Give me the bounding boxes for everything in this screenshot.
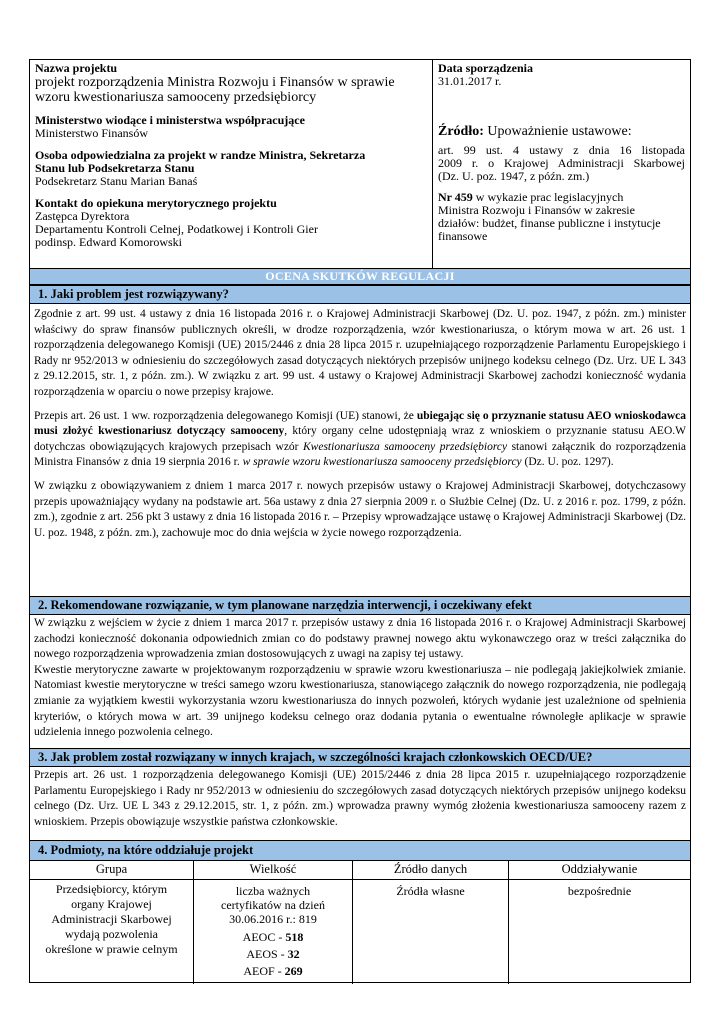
date-label: Data sporządzenia [438,61,533,75]
source-line3: (Dz. U. poz. 1947, z późn. zm.) [438,169,590,183]
cell-size: liczba ważnych certyfikatów na dzień 30.06.2016 r.: 819 AEOC - 518 AEOS - 32 AEOF - 269 [221,884,325,978]
impact-table [30,860,690,984]
contact-line3: podinsp. Edward Komorowski [35,235,182,249]
nr-label: Nr 459 [438,190,473,204]
contact-line2: Departamentu Kontroli Celnej, Podatkowej i Kontroli Gier [35,222,318,236]
section1-body [34,307,686,549]
section1-p1: Zgodnie z art. 99 ust. 4 ustawy z dnia 16 listopada 2016 r. o Krajowej Administracji Skarbowej (Dz. U. poz. 1947, z późn. zm.) minister właściwy do spraw finansów publicznych określi, w drodze rozporządzenia, wzór kwestionariusza, o którym mowa w art. 26 ust. 1 rozporządzenia delegowanego Komisji (UE) 2015/2446 z dnia 28 lipca 2015 r. uzupełniającego rozporządzenie Parlamentu Europejskiego i Rady nr 952/2013 w odniesieniu do szczegółowych zasad dotyczących niektórych przepisów unijnego kodeksu celnego (Dz. Urz. UE L 343 z 29.12.2015, str. 1, z późn. zm.). W związku z art. 99 ust. 4 ustawy o Krajowej Administracji Skarbowej zachodzi konieczność wydania rozporządzenia w oparciu o nowe przepisy krajowe. [34,308,686,398]
nr-line1: w wykazie prac legislacyjnych [472,190,624,204]
nr-line2: Ministra Rozwoju i Finansów w zakresie [438,203,635,217]
source-value: Upoważnienie ustawowe: [483,124,632,139]
responsible-label-line1: Osoba odpowiedzialna za projekt w randze Ministra, Sekretarza [35,148,366,162]
section2-p2: Kwestie merytoryczne zawarte w projektowanym rozporządzeniu w sprawie wzoru kwestionariusza – nie podlegają jakiejkolwiek zmianie. Natomiast kwestie merytoryczne w treści samego wzoru kwestionariusza, stanowiącego załącznik do nowego rozporządzenia, nie podlegają zmianie za wyjątkiem kwestii wykorzystania wzoru kwestionariusza do innych pozwoleń, których wydanie jest uzależnione od spełnienia kryteriów, o których mowa w art. 39 unijnego kodeksu celnego oraz dodania pytania o ewentualne równoległe aplikacje w sprawie udzielenia innego pozwolenia celnego. [34,663,686,739]
source-line1: art. 99 ust. 4 ustawy z dnia 16 listopada [438,143,685,157]
source-line2: 2009 r. o Krajowej Administracji Skarbowej [438,156,685,170]
divider [352,860,353,984]
responsible-value: Podsekretarz Stanu Marian Banaś [35,174,198,188]
cell-impact: bezpośrednie [567,884,632,898]
contact-label: Kontakt do opiekuna merytorycznego projektu [35,196,277,210]
ministry-value: Ministerstwo Finansów [35,126,149,140]
cell-source: Źródła własne [396,884,465,898]
banner-ocena: OCENA SKUTKÓW REGULACJI [30,268,690,285]
nr-line3: działów: budżet, finanse publiczne i instytucje [438,216,661,230]
project-name-line2: wzoru kwestionariusza samooceny przedsiębiorcy [35,90,317,105]
section3-p1: Przepis art. 26 ust. 1 rozporządzenia delegowanego Komisji (UE) 2015/2446 z dnia 28 lipca 2015 r. uzupełniającego rozporządzenie Parlamentu Europejskiego i Rady nr 952/2013 w odniesieniu do szczegółowych zasad dotyczących niektórych przepisów unijnego kodeksu celnego (Dz. Urz. UE L 343 z 29.12.2015, str. 1, z późn. zm.) wprowadza prawny wymóg złożenia kwestionariusza samooceny razem z wnioskiem. Przepis obowiązuje wszystkie państwa członkowskie. [34,769,686,828]
contact-line1: Zastępca Dyrektora [35,209,130,223]
section2-body [34,616,686,741]
section3-title: 3. Jak problem został rozwiązany w innych krajach, w szczególności krajach członkowskich OECD/UE? [30,748,690,767]
section4-title: 4. Podmioty, na które oddziałuje projekt [30,840,690,861]
col-group: Grupa [30,860,193,880]
col-source: Źródło danych [353,860,508,880]
osr-form [29,59,691,983]
divider [508,860,509,984]
date-value: 31.01.2017 r. [438,74,502,88]
cell-group: Przedsiębiorcy, którym organy Krajowej Administracji Skarbowej wydają pozwolenia określone w prawie celnym [45,882,178,956]
section1-p2: Przepis art. 26 ust. 1 ww. rozporządzenia delegowanego Komisji (UE) stanowi, że ubiegając się o przyznanie statusu AEO wnioskodawca musi złożyć kwestionariusz dotyczący samooceny, który organy celne udostępniają wraz z wnioskiem o przyznanie statusu AEO.W dotychczas obowiązujących krajowych przepisach wzór Kwestionariusza samooceny przedsiębiorcy stanowi załącznik do rozporządzenia Ministra Finansów z dnia 19 sierpnia 2016 r. w sprawie wzoru kwestionariusza samooceny przedsiębiorcy (Dz. U. poz. 1297). [34,409,686,469]
project-name-label: Nazwa projektu [35,61,118,75]
ministry-label: Ministerstwo wiodące i ministerstwa współpracujące [35,113,305,127]
section1-p3: W związku z obowiązywaniem z dniem 1 marca 2017 r. nowych przepisów ustawy o Krajowej Administracji Skarbowej, dotychczasowy przepis upoważniający wydany na podstawie art. 56a ustawy z dnia 27 sierpnia 2009 r. o Służbie Celnej (Dz. U. z 2016 r. poz. 1799, z późn. zm.), zgodnie z art. 256 pkt 3 ustawy z dnia 16 listopada 2016 r. – Przepisy wprowadzające ustawę o Krajowej Administracji Skarbowej (Dz. U. poz. 1948, z późn. zm.), zachowuje moc do dnia wejścia w życie nowego rozporządzenia. [34,479,686,539]
responsible-label-line2: Stanu lub Podsekretarza Stanu [35,161,195,175]
header-left [30,60,433,268]
section3-body [34,768,686,830]
nr-line4: finansowe [438,229,488,243]
header-right [433,60,690,268]
project-name-line1: projekt rozporządzenia Ministra Rozwoju i Finansów w sprawie [35,75,395,90]
col-size: Wielkość [194,860,352,880]
section2-p1: W związku z wejściem w życie z dniem 1 marca 2017 r. przepisów ustawy z dnia 16 listopada 2016 r. o Krajowej Administracji Skarbowej zachodzi konieczność dokonania odpowiednich zmian co do podstawy prawnej nowego aktu wykonawczego oraz w treści załącznika do nowego rozporządzenia wprowadzenia zmian dostosowujących z uwagi na zapisy tej ustawy. [34,617,686,661]
section1-title: 1. Jaki problem jest rozwiązywany? [30,285,690,304]
header-block [30,60,690,268]
source-label: Źródło: [438,124,484,139]
section2-title: 2. Rekomendowane rozwiązanie, w tym planowane narzędzia interwencji, i oczekiwany efekt [30,596,690,615]
col-impact: Oddziaływanie [509,860,690,880]
